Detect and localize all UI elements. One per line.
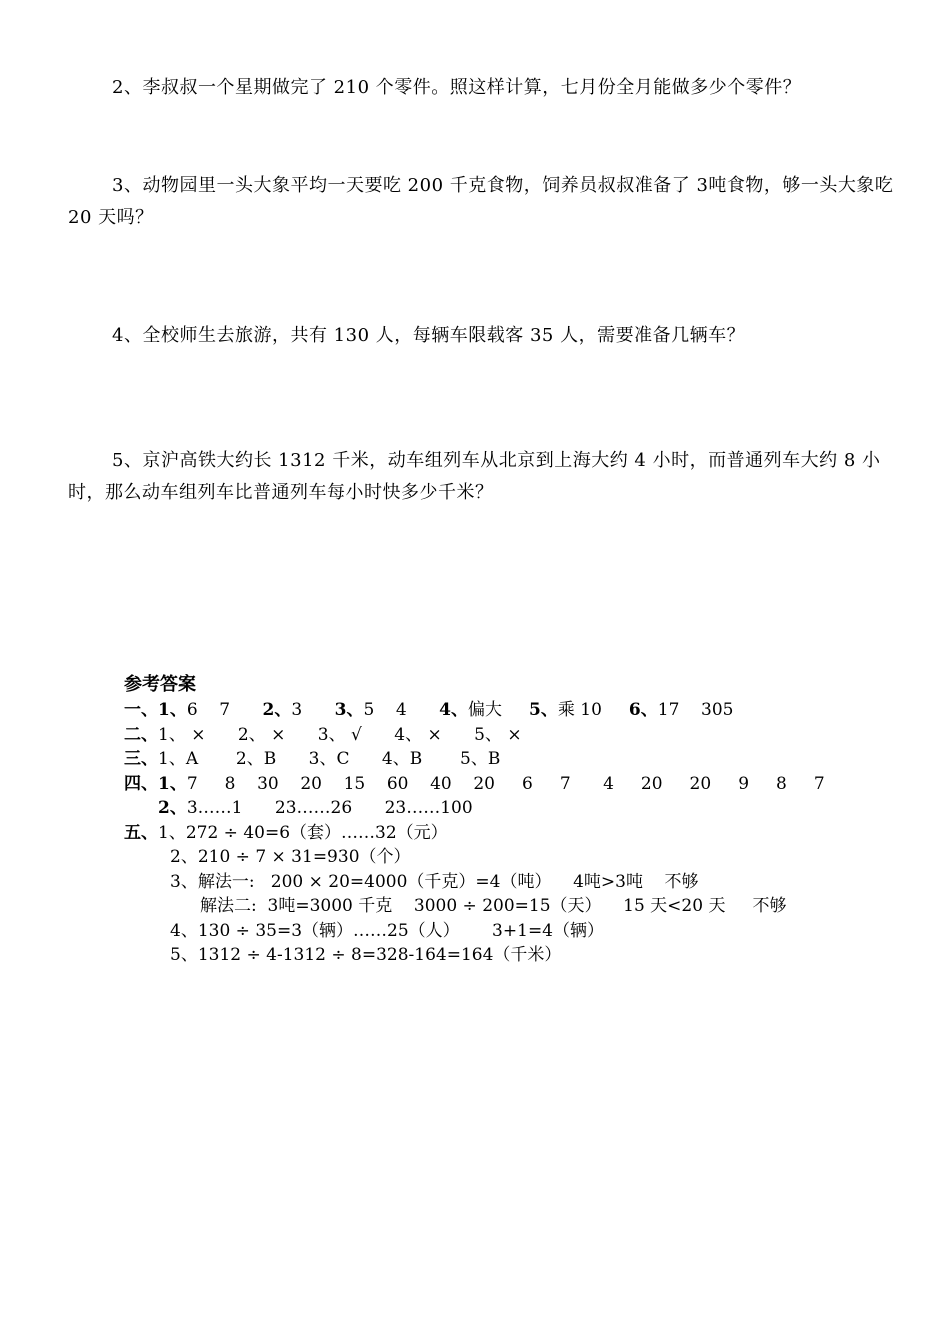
answer-section-1 <box>124 698 904 723</box>
item-number: 4、 <box>439 700 468 720</box>
item-answer: 乘 10 <box>557 700 629 720</box>
item-answer: 偏大 <box>467 700 529 720</box>
answer-section-5 <box>124 821 904 846</box>
answer-line: 2、210 ÷ 7 × 31=930（个） <box>170 847 411 867</box>
item-number: 1、 <box>158 773 187 794</box>
section-answers: 1、 × 2、 × 3、 √ 4、 × 5、 × <box>158 724 522 745</box>
answer-line: 5、1312 ÷ 4-1312 ÷ 8=328-164=164（千米） <box>170 945 562 965</box>
section-answers: 3……1 23……26 23……100 <box>186 798 473 818</box>
question-3: 3、动物园里一头大象平均一天要吃 200 千克食物，饲养员叔叔准备了 3吨食物，够一头大象吃 20 天吗？ <box>68 175 894 228</box>
section-label: 二、 <box>124 724 158 745</box>
section-answers: 1、A 2、B 3、C 4、B 5、B <box>158 749 501 769</box>
section-label: 五、 <box>124 822 158 843</box>
item-answer: 5 4 <box>363 700 440 720</box>
question-4: 4、全校师生去旅游，共有 130 人，每辆车限载客 35 人，需要准备几辆车？ <box>112 325 746 346</box>
section-answers: 7 8 30 20 15 60 40 20 6 7 4 20 20 9 8 7 <box>186 773 825 794</box>
item-number: 3、 <box>334 700 364 720</box>
answer-line: 解法二: 3吨=3000 千克 3000 ÷ 200=15（天） 15 天<20 天 不够 <box>200 896 787 916</box>
answer-section-2 <box>124 723 904 748</box>
item-answer: 3 <box>291 700 335 720</box>
item-number: 5、 <box>529 700 558 720</box>
item-number: 2、 <box>262 700 292 720</box>
question-5: 5、京沪高铁大约长 1312 千米，动车组列车从北京到上海大约 4 小时，而普通列车大约 8 小时，那么动车组列车比普通列车每小时快多少千米？ <box>68 450 881 503</box>
question-2: 2、李叔叔一个星期做完了 210 个零件。照这样计算，七月份全月能做多少个零件？ <box>112 77 802 98</box>
section-label: 一、 <box>124 700 158 720</box>
item-number: 1、 <box>158 700 187 720</box>
answer-key-title: 参考答案 <box>124 674 196 695</box>
section-label: 四、 <box>124 773 158 794</box>
item-number: 2、 <box>158 798 187 818</box>
item-answer: 6 7 <box>186 700 263 720</box>
answer-key <box>124 672 904 968</box>
answer-line: 1、272 ÷ 40=6（套）……32（元） <box>158 822 448 843</box>
answer-section-3 <box>124 747 904 772</box>
section-label: 三、 <box>124 749 158 769</box>
answer-line: 4、130 ÷ 35=3（辆）……25（人） 3+1=4（辆） <box>170 920 604 941</box>
item-number: 6、 <box>628 700 658 720</box>
answer-section-4-part-2 <box>124 796 904 821</box>
item-answer: 17 305 <box>657 700 734 720</box>
answer-line: 3、解法一: 200 × 20=4000（千克）=4（吨） 4吨>3吨 不够 <box>170 871 699 892</box>
answer-section-4 <box>124 772 904 797</box>
